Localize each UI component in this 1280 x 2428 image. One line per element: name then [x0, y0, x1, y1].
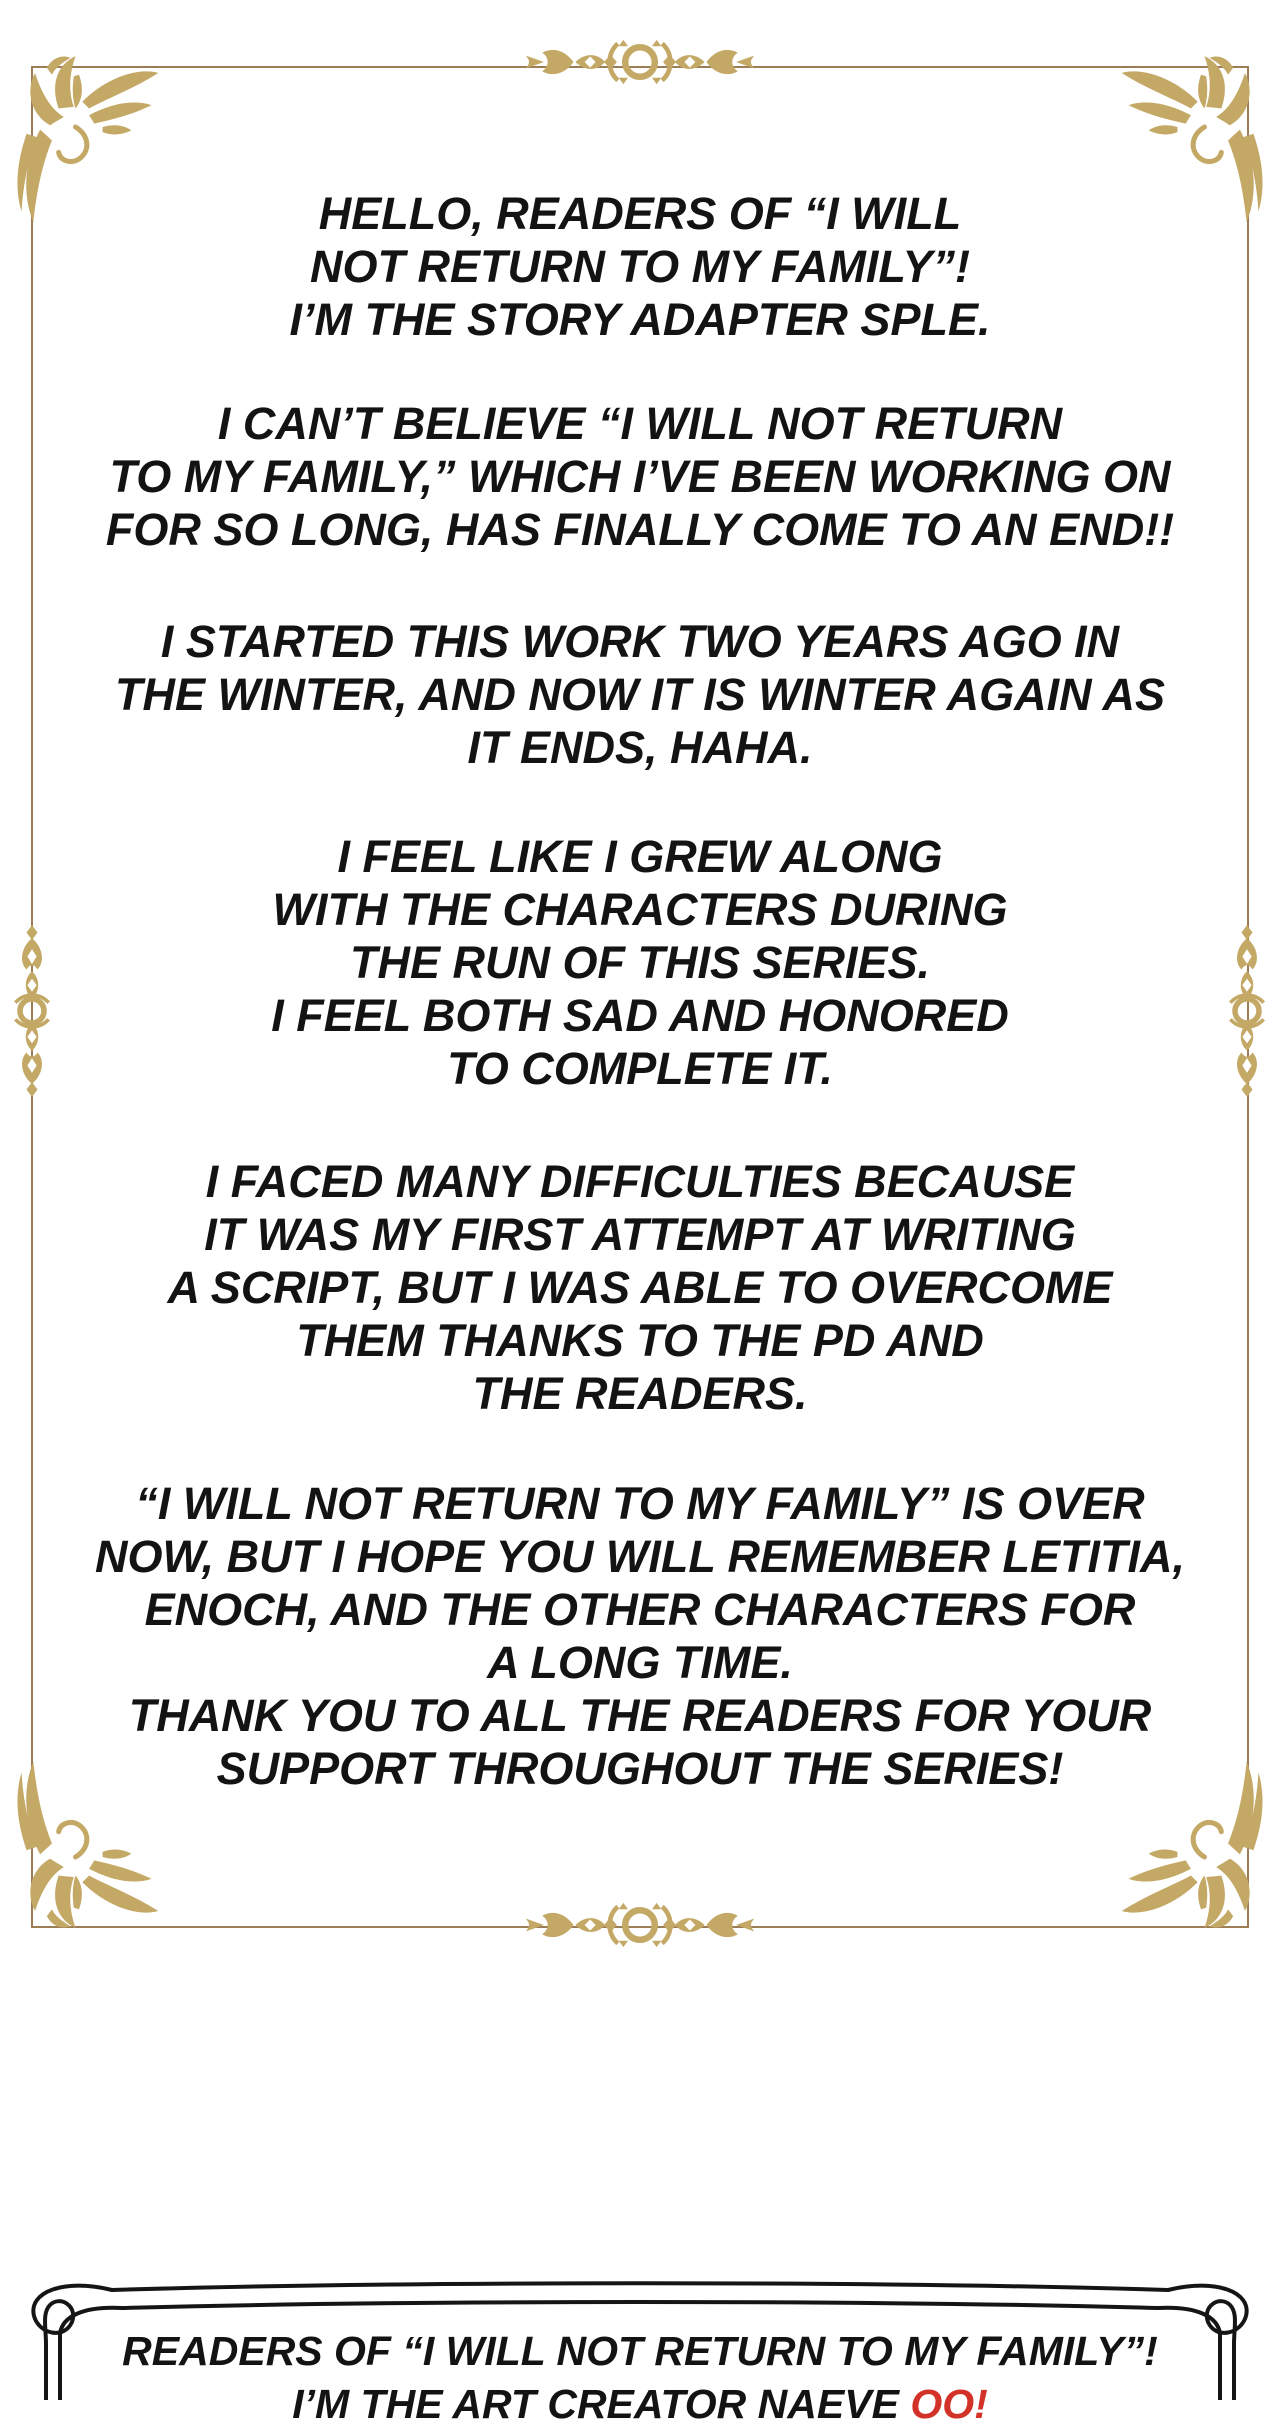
afterword-line: IT ENDS, HAHA. [467, 722, 813, 773]
afterword-line: THANK YOU TO ALL THE READERS FOR YOUR [128, 1690, 1152, 1741]
afterword-line: WITH THE CHARACTERS DURING [272, 884, 1008, 935]
afterword-line: IT WAS MY FIRST ATTEMPT AT WRITING [204, 1209, 1076, 1260]
afterword-paragraph [0, 615, 1280, 774]
afterword-line: SUPPORT THROUGHOUT THE SERIES! [216, 1743, 1064, 1794]
afterword-paragraph [0, 1477, 1280, 1795]
artist-note-line-clipped [0, 2380, 1280, 2428]
artist-note-text: I’M THE ART CREATOR NAEVE [292, 2381, 911, 2427]
afterword-paragraph [0, 187, 1280, 346]
afterword-line: NOW, BUT I HOPE YOU WILL REMEMBER LETITIA, [95, 1531, 1185, 1582]
afterword-line: I CAN’T BELIEVE “I WILL NOT RETURN [217, 398, 1063, 449]
afterword-line: TO COMPLETE IT. [447, 1043, 833, 1094]
afterword-line: I FACED MANY DIFFICULTIES BECAUSE [205, 1156, 1075, 1207]
afterword-line: NOT RETURN TO MY FAMILY”! [310, 241, 970, 292]
afterword-line: THE WINTER, AND NOW IT IS WINTER AGAIN AS [115, 669, 1165, 720]
afterword-line: TO MY FAMILY,” WHICH I’VE BEEN WORKING ON [109, 451, 1171, 502]
afterword-paragraph [0, 830, 1280, 1095]
ring-divider-icon [520, 34, 760, 90]
ring-divider-icon [520, 1897, 760, 1953]
afterword-line: THE RUN OF THIS SERIES. [349, 937, 931, 988]
afterword-paragraph [0, 1155, 1280, 1420]
afterword-paragraph [0, 397, 1280, 556]
afterword-line: I STARTED THIS WORK TWO YEARS AGO IN [160, 616, 1120, 667]
afterword-line: I’M THE STORY ADAPTER SPLE. [289, 294, 991, 345]
afterword-line: THEM THANKS TO THE PD AND [296, 1315, 984, 1366]
afterword-line: FOR SO LONG, HAS FINALLY COME TO AN END!! [105, 504, 1175, 555]
afterword-line: THE READERS. [472, 1368, 808, 1419]
artist-note-accent-text: OO! [910, 2381, 988, 2427]
afterword-line: I FEEL BOTH SAD AND HONORED [271, 990, 1009, 1041]
afterword-line: ENOCH, AND THE OTHER CHARACTERS FOR [144, 1584, 1136, 1635]
afterword-line: HELLO, READERS OF “I WILL [318, 188, 962, 239]
afterword-line: A LONG TIME. [487, 1637, 793, 1688]
afterword-line: A SCRIPT, BUT I WAS ABLE TO OVERCOME [167, 1262, 1113, 1313]
afterword-line: “I WILL NOT RETURN TO MY FAMILY” IS OVER [135, 1478, 1145, 1529]
afterword-line: I FEEL LIKE I GREW ALONG [337, 831, 943, 882]
artist-note-line: READERS OF “I WILL NOT RETURN TO MY FAMILY”! [122, 2328, 1158, 2374]
